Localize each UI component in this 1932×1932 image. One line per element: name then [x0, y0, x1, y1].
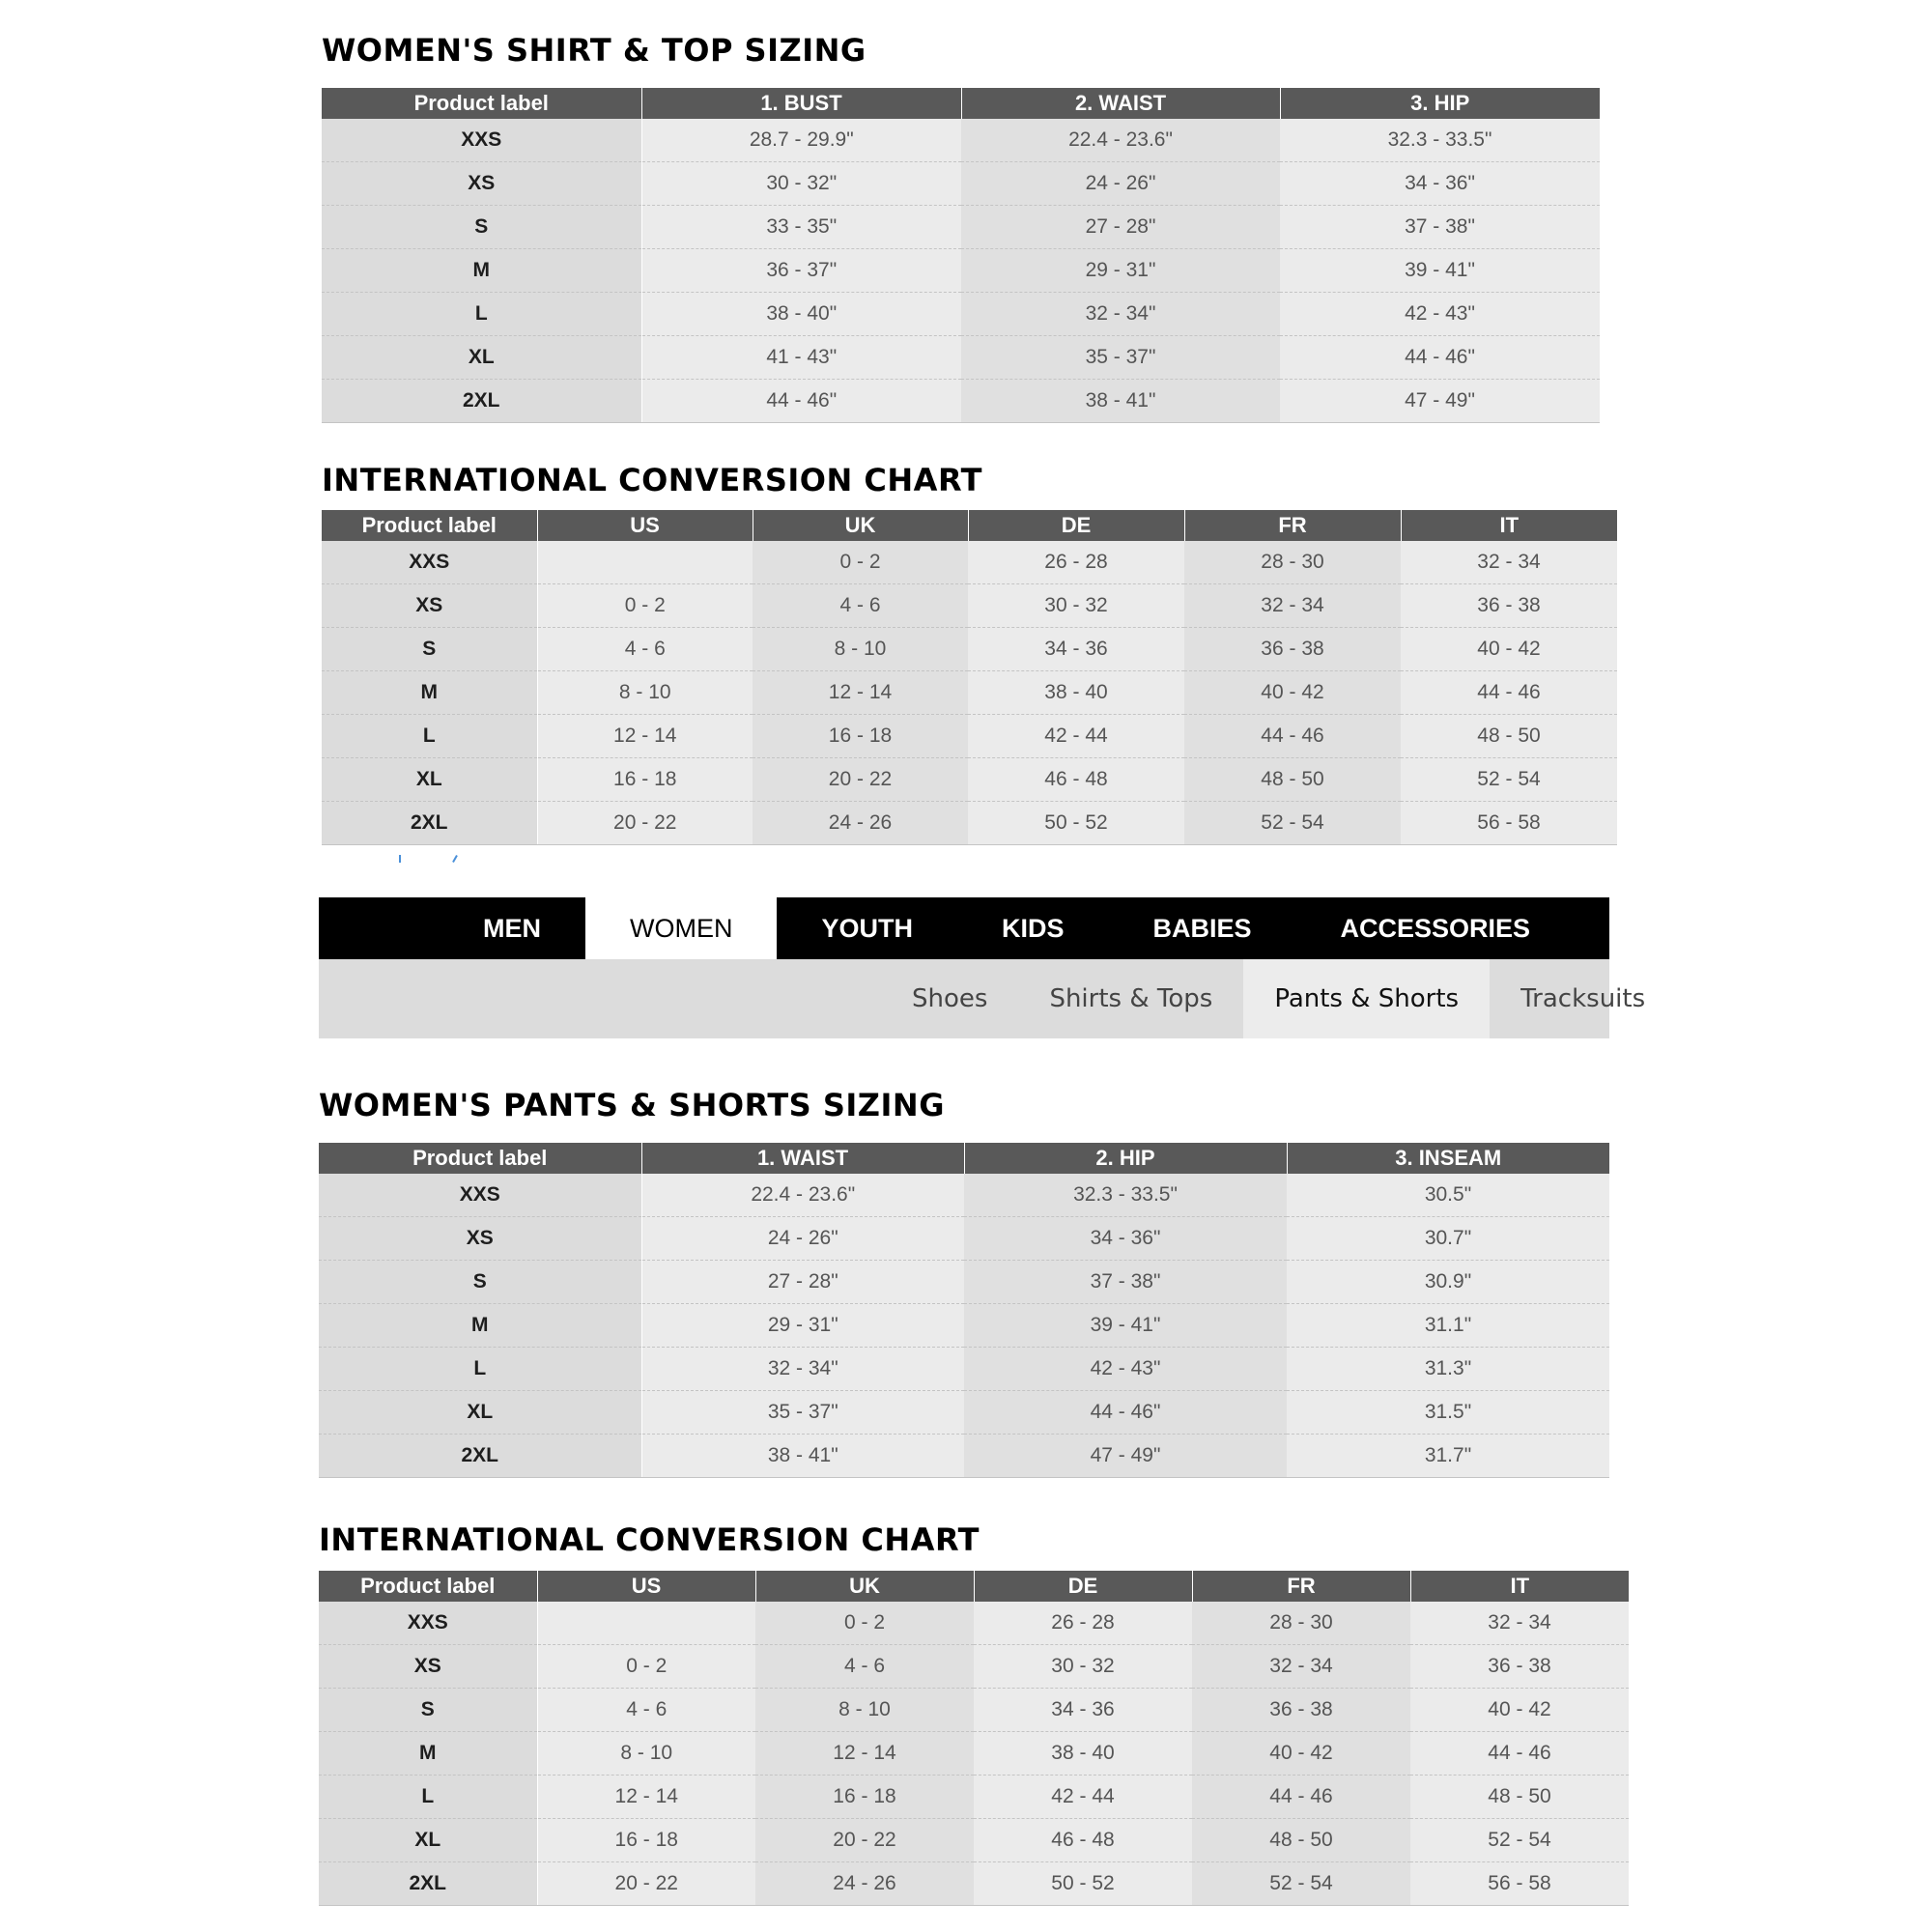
size-value-cell: 32 - 34	[1401, 541, 1617, 584]
size-value-cell: 0 - 2	[537, 584, 753, 628]
size-label-cell: M	[322, 671, 537, 715]
size-value-cell: 38 - 41"	[961, 380, 1280, 423]
column-header: UK	[753, 510, 968, 541]
size-value-cell: 47 - 49"	[964, 1435, 1287, 1478]
size-label-cell: XS	[319, 1217, 641, 1261]
size-value-cell: 31.1"	[1287, 1304, 1609, 1348]
column-header: DE	[968, 510, 1184, 541]
table-row	[322, 380, 1600, 423]
table-row	[322, 541, 1617, 584]
subcategory-nav	[319, 959, 1646, 1038]
size-label-cell: 2XL	[319, 1435, 641, 1478]
size-value-cell: 30.7"	[1287, 1217, 1609, 1261]
subtab-shoes[interactable]: Shoes	[912, 984, 988, 1013]
size-label-cell: XS	[322, 584, 537, 628]
size-label-cell: XXS	[319, 1602, 537, 1645]
size-value-cell: 38 - 40	[974, 1732, 1192, 1776]
size-label-cell: L	[322, 293, 641, 336]
size-value-cell: 33 - 35"	[641, 206, 961, 249]
stray-mark	[399, 855, 401, 863]
size-value-cell: 44 - 46"	[1280, 336, 1600, 380]
subtab-shirts-tops[interactable]: Shirts & Tops	[1049, 984, 1213, 1013]
size-value-cell: 8 - 10	[755, 1689, 974, 1732]
category-nav	[319, 897, 1609, 959]
size-value-cell: 12 - 14	[537, 1776, 755, 1819]
size-label-cell: XL	[322, 336, 641, 380]
table-row	[319, 1645, 1629, 1689]
column-header: US	[537, 510, 753, 541]
table-row	[319, 1602, 1629, 1645]
size-value-cell: 32 - 34"	[961, 293, 1280, 336]
size-value-cell: 34 - 36"	[964, 1217, 1287, 1261]
size-value-cell: 31.7"	[1287, 1435, 1609, 1478]
size-value-cell: 12 - 14	[537, 715, 753, 758]
size-value-cell: 42 - 44	[974, 1776, 1192, 1819]
size-label-cell: XS	[322, 162, 641, 206]
size-value-cell: 20 - 22	[753, 758, 968, 802]
table-row	[322, 628, 1617, 671]
size-label-cell: S	[319, 1261, 641, 1304]
size-value-cell: 42 - 44	[968, 715, 1184, 758]
subtab-tracksuits[interactable]: Tracksuits	[1520, 984, 1646, 1013]
size-value-cell: 12 - 14	[755, 1732, 974, 1776]
table-row	[319, 1261, 1609, 1304]
size-value-cell: 34 - 36	[968, 628, 1184, 671]
size-label-cell: XXS	[322, 119, 641, 162]
tab-babies[interactable]: BABIES	[1152, 913, 1252, 943]
table-row	[319, 1435, 1609, 1478]
size-label-cell: M	[319, 1732, 537, 1776]
tab-men[interactable]: MEN	[483, 913, 541, 943]
pants-conversion-table	[319, 1571, 1629, 1906]
size-value-cell: 38 - 40	[968, 671, 1184, 715]
size-value-cell: 34 - 36	[974, 1689, 1192, 1732]
size-value-cell: 32.3 - 33.5"	[1280, 119, 1600, 162]
table-row	[322, 802, 1617, 845]
size-value-cell: 40 - 42	[1192, 1732, 1410, 1776]
size-value-cell: 4 - 6	[537, 1689, 755, 1732]
size-label-cell: XS	[319, 1645, 537, 1689]
table-row	[319, 1689, 1629, 1732]
table-row	[322, 162, 1600, 206]
table-header-row	[319, 1571, 1629, 1602]
size-label-cell: M	[322, 249, 641, 293]
size-value-cell: 44 - 46"	[964, 1391, 1287, 1435]
table-row	[319, 1776, 1629, 1819]
size-label-cell: L	[322, 715, 537, 758]
table-row	[319, 1862, 1629, 1906]
size-value-cell: 44 - 46	[1410, 1732, 1629, 1776]
pants-conversion-title: INTERNATIONAL CONVERSION CHART	[319, 1521, 980, 1558]
size-value-cell: 30 - 32"	[641, 162, 961, 206]
size-value-cell: 24 - 26"	[961, 162, 1280, 206]
table-row	[322, 119, 1600, 162]
table-row	[322, 293, 1600, 336]
table-row	[319, 1174, 1609, 1217]
shirts-sizing-title: WOMEN'S SHIRT & TOP SIZING	[322, 32, 867, 69]
size-value-cell: 30.5"	[1287, 1174, 1609, 1217]
size-value-cell: 39 - 41"	[964, 1304, 1287, 1348]
size-value-cell: 40 - 42	[1184, 671, 1401, 715]
size-value-cell: 30.9"	[1287, 1261, 1609, 1304]
size-value-cell: 24 - 26"	[641, 1217, 964, 1261]
size-value-cell: 30 - 32	[968, 584, 1184, 628]
size-value-cell: 16 - 18	[753, 715, 968, 758]
column-header: IT	[1401, 510, 1617, 541]
column-header: 2. HIP	[964, 1143, 1287, 1174]
size-value-cell: 50 - 52	[974, 1862, 1192, 1906]
size-value-cell: 22.4 - 23.6"	[641, 1174, 964, 1217]
shirts-sizing-table	[322, 88, 1600, 423]
pants-sizing-table	[319, 1143, 1609, 1478]
size-value-cell: 40 - 42	[1410, 1689, 1629, 1732]
size-value-cell: 4 - 6	[755, 1645, 974, 1689]
table-row	[319, 1391, 1609, 1435]
size-value-cell: 48 - 50	[1401, 715, 1617, 758]
table-row	[322, 584, 1617, 628]
size-value-cell	[537, 1602, 755, 1645]
size-label-cell: XXS	[322, 541, 537, 584]
size-value-cell: 35 - 37"	[641, 1391, 964, 1435]
column-header: 3. HIP	[1280, 88, 1600, 119]
size-value-cell: 29 - 31"	[961, 249, 1280, 293]
size-value-cell: 44 - 46"	[641, 380, 961, 423]
size-value-cell: 44 - 46	[1184, 715, 1401, 758]
column-header: US	[537, 1571, 755, 1602]
table-row	[319, 1819, 1629, 1862]
size-value-cell: 36 - 37"	[641, 249, 961, 293]
size-label-cell: 2XL	[322, 802, 537, 845]
size-value-cell: 48 - 50	[1410, 1776, 1629, 1819]
column-header: FR	[1184, 510, 1401, 541]
table-row	[322, 715, 1617, 758]
size-value-cell: 46 - 48	[968, 758, 1184, 802]
column-header: 3. INSEAM	[1287, 1143, 1609, 1174]
size-value-cell: 32 - 34	[1410, 1602, 1629, 1645]
size-value-cell: 50 - 52	[968, 802, 1184, 845]
size-value-cell: 31.3"	[1287, 1348, 1609, 1391]
column-header: Product label	[322, 88, 641, 119]
column-header: Product label	[319, 1143, 641, 1174]
size-value-cell: 35 - 37"	[961, 336, 1280, 380]
table-header-row	[319, 1143, 1609, 1174]
size-value-cell: 36 - 38	[1401, 584, 1617, 628]
size-value-cell: 44 - 46	[1192, 1776, 1410, 1819]
size-label-cell: L	[319, 1348, 641, 1391]
size-value-cell: 52 - 54	[1192, 1862, 1410, 1906]
size-value-cell: 39 - 41"	[1280, 249, 1600, 293]
tab-youth[interactable]: YOUTH	[821, 913, 913, 943]
size-value-cell: 37 - 38"	[1280, 206, 1600, 249]
size-value-cell: 32 - 34	[1192, 1645, 1410, 1689]
table-row	[322, 671, 1617, 715]
size-value-cell: 24 - 26	[753, 802, 968, 845]
size-label-cell: XXS	[319, 1174, 641, 1217]
column-header: DE	[974, 1571, 1192, 1602]
table-row	[322, 336, 1600, 380]
column-header: 2. WAIST	[961, 88, 1280, 119]
size-label-cell: S	[322, 628, 537, 671]
size-value-cell: 32 - 34	[1184, 584, 1401, 628]
tab-women[interactable]: WOMEN	[585, 897, 777, 959]
size-value-cell: 24 - 26	[755, 1862, 974, 1906]
size-value-cell: 52 - 54	[1410, 1819, 1629, 1862]
column-header: FR	[1192, 1571, 1410, 1602]
size-value-cell: 20 - 22	[755, 1819, 974, 1862]
size-value-cell: 20 - 22	[537, 802, 753, 845]
size-value-cell: 44 - 46	[1401, 671, 1617, 715]
shirts-conversion-table	[322, 510, 1617, 845]
size-value-cell: 27 - 28"	[961, 206, 1280, 249]
size-value-cell: 28 - 30	[1192, 1602, 1410, 1645]
size-label-cell: XL	[322, 758, 537, 802]
size-value-cell: 41 - 43"	[641, 336, 961, 380]
size-label-cell: M	[319, 1304, 641, 1348]
size-value-cell: 42 - 43"	[964, 1348, 1287, 1391]
size-value-cell: 4 - 6	[753, 584, 968, 628]
size-value-cell: 8 - 10	[537, 671, 753, 715]
stray-mark	[452, 855, 458, 863]
size-value-cell: 4 - 6	[537, 628, 753, 671]
size-value-cell: 52 - 54	[1184, 802, 1401, 845]
column-header: IT	[1410, 1571, 1629, 1602]
tab-kids[interactable]: KIDS	[1001, 913, 1065, 943]
size-value-cell	[537, 541, 753, 584]
size-value-cell: 36 - 38	[1184, 628, 1401, 671]
column-header: Product label	[319, 1571, 537, 1602]
size-value-cell: 47 - 49"	[1280, 380, 1600, 423]
size-value-cell: 32.3 - 33.5"	[964, 1174, 1287, 1217]
table-row	[319, 1217, 1609, 1261]
column-header: Product label	[322, 510, 537, 541]
size-value-cell: 0 - 2	[755, 1602, 974, 1645]
size-value-cell: 40 - 42	[1401, 628, 1617, 671]
table-row	[322, 758, 1617, 802]
table-row	[322, 249, 1600, 293]
size-value-cell: 16 - 18	[537, 758, 753, 802]
size-label-cell: S	[322, 206, 641, 249]
size-label-cell: S	[319, 1689, 537, 1732]
table-row	[319, 1348, 1609, 1391]
column-header: UK	[755, 1571, 974, 1602]
table-row	[322, 206, 1600, 249]
size-value-cell: 42 - 43"	[1280, 293, 1600, 336]
table-header-row	[322, 88, 1600, 119]
size-value-cell: 38 - 40"	[641, 293, 961, 336]
size-value-cell: 48 - 50	[1184, 758, 1401, 802]
size-value-cell: 56 - 58	[1401, 802, 1617, 845]
size-value-cell: 36 - 38	[1410, 1645, 1629, 1689]
table-row	[319, 1304, 1609, 1348]
size-value-cell: 26 - 28	[974, 1602, 1192, 1645]
size-value-cell: 27 - 28"	[641, 1261, 964, 1304]
size-label-cell: 2XL	[322, 380, 641, 423]
size-value-cell: 46 - 48	[974, 1819, 1192, 1862]
size-value-cell: 26 - 28	[968, 541, 1184, 584]
size-value-cell: 36 - 38	[1192, 1689, 1410, 1732]
column-header: 1. BUST	[641, 88, 961, 119]
size-value-cell: 28.7 - 29.9"	[641, 119, 961, 162]
size-value-cell: 0 - 2	[753, 541, 968, 584]
table-row	[319, 1732, 1629, 1776]
tab-accessories[interactable]: ACCESSORIES	[1340, 913, 1531, 943]
size-value-cell: 12 - 14	[753, 671, 968, 715]
subtab-pants-shorts[interactable]: Pants & Shorts	[1243, 959, 1490, 1038]
size-label-cell: L	[319, 1776, 537, 1819]
size-value-cell: 8 - 10	[537, 1732, 755, 1776]
shirts-conversion-title: INTERNATIONAL CONVERSION CHART	[322, 462, 982, 498]
size-value-cell: 16 - 18	[755, 1776, 974, 1819]
size-value-cell: 32 - 34"	[641, 1348, 964, 1391]
size-value-cell: 28 - 30	[1184, 541, 1401, 584]
size-value-cell: 0 - 2	[537, 1645, 755, 1689]
size-value-cell: 20 - 22	[537, 1862, 755, 1906]
size-value-cell: 38 - 41"	[641, 1435, 964, 1478]
size-value-cell: 16 - 18	[537, 1819, 755, 1862]
size-value-cell: 30 - 32	[974, 1645, 1192, 1689]
table-header-row	[322, 510, 1617, 541]
size-value-cell: 31.5"	[1287, 1391, 1609, 1435]
size-value-cell: 37 - 38"	[964, 1261, 1287, 1304]
size-value-cell: 34 - 36"	[1280, 162, 1600, 206]
size-label-cell: 2XL	[319, 1862, 537, 1906]
size-value-cell: 56 - 58	[1410, 1862, 1629, 1906]
size-value-cell: 22.4 - 23.6"	[961, 119, 1280, 162]
size-value-cell: 8 - 10	[753, 628, 968, 671]
size-value-cell: 48 - 50	[1192, 1819, 1410, 1862]
size-value-cell: 52 - 54	[1401, 758, 1617, 802]
size-value-cell: 29 - 31"	[641, 1304, 964, 1348]
size-label-cell: XL	[319, 1391, 641, 1435]
size-label-cell: XL	[319, 1819, 537, 1862]
column-header: 1. WAIST	[641, 1143, 964, 1174]
pants-sizing-title: WOMEN'S PANTS & SHORTS SIZING	[319, 1087, 945, 1123]
